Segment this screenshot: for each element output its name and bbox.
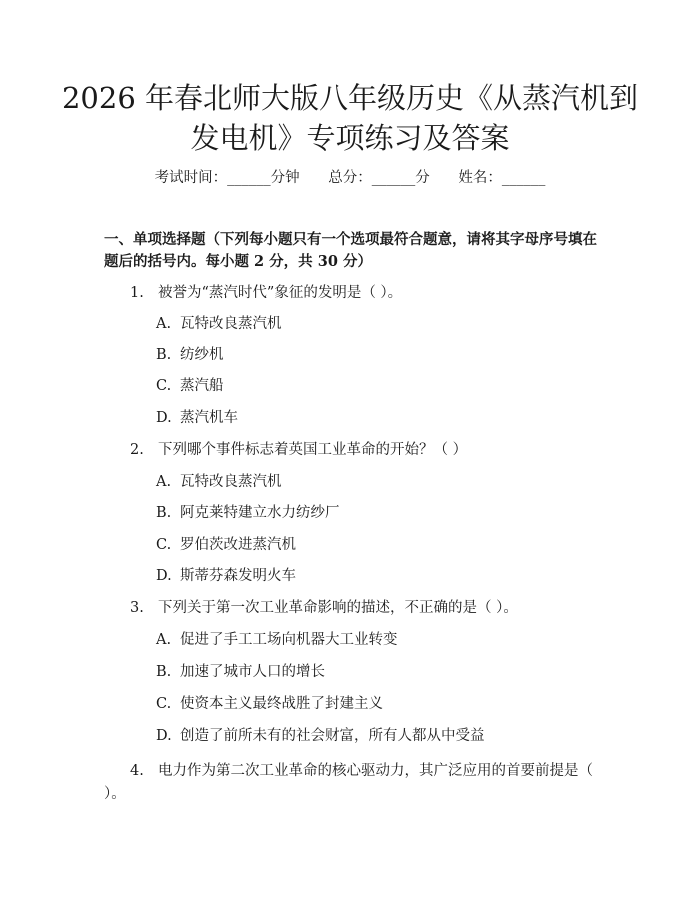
option-text: 蒸汽船 <box>180 378 224 394</box>
section-heading: 一、单项选择题（下列每小题只有一个选项最符合题意，请将其字母序号填在题后的括号内。每小题 2 分，共 30 分） <box>104 231 597 270</box>
exam-time-field <box>155 168 300 188</box>
option-letter: B. <box>156 505 172 521</box>
option-text: 使资本主义最终战胜了封建主义 <box>180 696 383 712</box>
question-1 <box>130 283 402 303</box>
question-2-option-d <box>156 566 296 586</box>
option-letter: A. <box>156 316 172 332</box>
question-2-option-a <box>156 472 282 492</box>
name-field <box>458 168 545 188</box>
question-3-option-c <box>156 694 383 714</box>
document-title-line-2: 发电机》专项练习及答案 <box>190 121 510 155</box>
question-text: 下列哪个事件标志着英国工业革命的开始？（ ） <box>158 442 468 458</box>
document-title-line-1: 2026 年春北师大版八年级历史《从蒸汽机到 <box>61 81 639 115</box>
question-text: 被誉为“蒸汽时代”象征的发明是（ ）。 <box>158 285 403 301</box>
question-number: 1. <box>130 285 144 301</box>
question-3 <box>130 598 518 618</box>
question-1-option-a <box>156 314 282 334</box>
option-text: 瓦特改良蒸汽机 <box>180 474 282 490</box>
option-text: 斯蒂芬森发明火车 <box>180 568 296 584</box>
question-text: 电力作为第二次工业革命的核心驱动力，其广泛应用的首要前提是（ ）。 <box>104 763 593 802</box>
exam-info-line <box>0 168 700 188</box>
option-text: 促进了手工工场向机器大工业转变 <box>180 632 398 648</box>
option-letter: D. <box>156 568 172 584</box>
question-3-option-d <box>156 726 485 746</box>
option-letter: C. <box>156 696 172 712</box>
option-text: 加速了城市人口的增长 <box>180 664 325 680</box>
exam-time-blank: ______ <box>227 170 271 186</box>
total-score-unit: 分 <box>415 170 430 186</box>
option-text: 罗伯茨改进蒸汽机 <box>180 537 296 553</box>
option-text: 纺纱机 <box>180 347 224 363</box>
total-score-field <box>328 168 430 188</box>
question-number: 2. <box>130 442 144 458</box>
question-2-option-b <box>156 503 340 523</box>
option-letter: D. <box>156 728 172 744</box>
option-letter: B. <box>156 664 172 680</box>
total-score-label: 总分： <box>328 170 372 186</box>
option-text: 瓦特改良蒸汽机 <box>180 316 282 332</box>
option-letter: A. <box>156 474 172 490</box>
name-label: 姓名： <box>458 170 502 186</box>
question-3-option-b <box>156 662 325 682</box>
question-number: 4. <box>130 763 144 779</box>
option-letter: C. <box>156 537 172 553</box>
question-1-option-b <box>156 345 224 365</box>
question-number: 3. <box>130 600 144 616</box>
question-3-option-a <box>156 630 398 650</box>
option-letter: C. <box>156 378 172 394</box>
option-text: 蒸汽机车 <box>180 410 238 426</box>
option-text: 阿克莱特建立水力纺纱厂 <box>180 505 340 521</box>
exam-time-unit: 分钟 <box>270 170 300 186</box>
exam-time-label: 考试时间： <box>154 170 228 186</box>
question-1-option-d <box>156 408 238 428</box>
question-2 <box>130 440 467 460</box>
total-score-blank: ______ <box>371 170 416 186</box>
option-text: 创造了前所未有的社会财富，所有人都从中受益 <box>180 728 485 744</box>
question-text: 下列关于第一次工业革命影响的描述，不正确的是（ ）。 <box>158 600 518 616</box>
name-blank: ______ <box>501 170 546 186</box>
question-1-option-c <box>156 376 224 396</box>
option-letter: A. <box>156 632 172 648</box>
question-4 <box>104 760 599 806</box>
question-2-option-c <box>156 535 296 555</box>
option-letter: B. <box>156 347 172 363</box>
option-letter: D. <box>156 410 172 426</box>
